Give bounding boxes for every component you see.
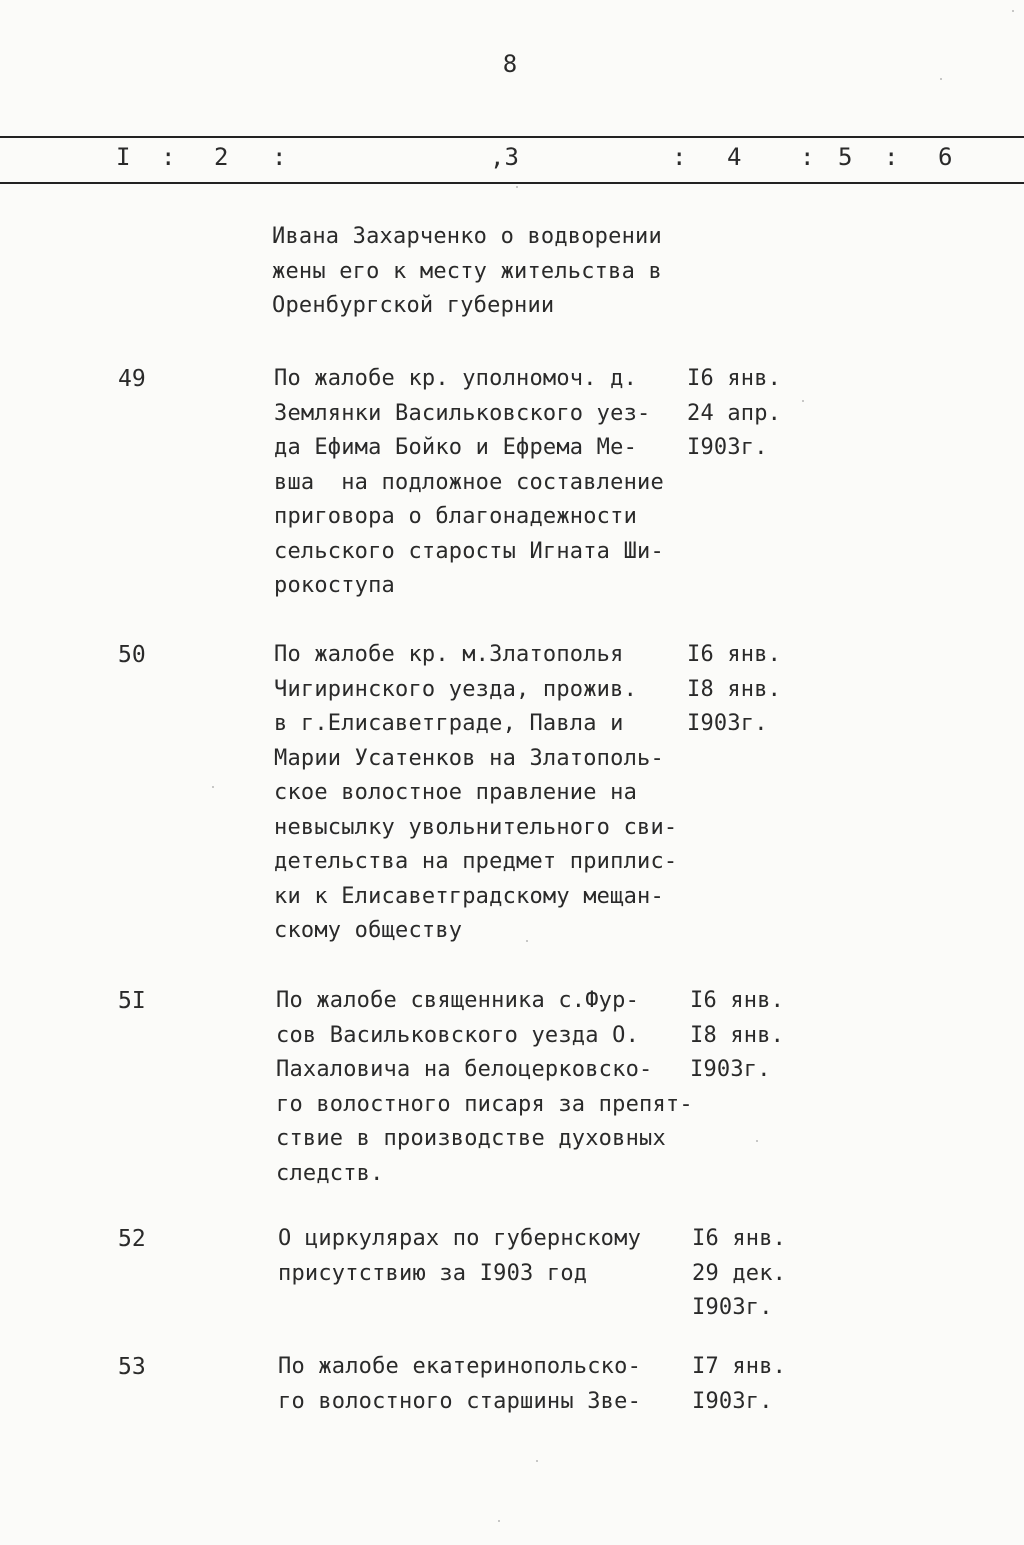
column-separator: : xyxy=(161,143,176,171)
entry-dates xyxy=(687,638,807,742)
page-number: 8 xyxy=(502,50,518,78)
column-header-1: I xyxy=(116,143,131,171)
end-date: 29 дек. xyxy=(692,1260,787,1286)
entry-number: 53 xyxy=(118,1354,146,1380)
scan-speck xyxy=(498,1520,500,1522)
entry-line: го волостного старшины Зве- xyxy=(278,1388,642,1414)
entry-line: Чигиринского уезда, прожив. xyxy=(274,676,638,702)
entry-line: По жалобе кр. м.Златополья xyxy=(274,642,624,667)
entry-dates xyxy=(692,1350,812,1419)
end-date: I8 янв. xyxy=(687,676,782,702)
column-header-2: 2 xyxy=(214,143,229,171)
year: I903г. xyxy=(692,1388,773,1414)
scan-speck xyxy=(940,78,942,80)
entry-line: ки к Елисаветградскому мещан- xyxy=(274,883,664,909)
start-date: I7 янв. xyxy=(692,1354,787,1379)
header-rule-bottom xyxy=(0,182,1024,184)
scan-speck xyxy=(756,1140,758,1142)
entry-line: По жалобе священника с.Фур- xyxy=(276,988,640,1013)
entry-number: 50 xyxy=(118,642,146,668)
scan-speck xyxy=(1012,10,1014,12)
entry-line: О циркулярах по губернскому xyxy=(278,1226,642,1251)
entry-title xyxy=(278,1350,718,1419)
entry-dates xyxy=(690,984,810,1088)
year: I903г. xyxy=(692,1295,773,1320)
entry-line: Пахаловича на белоцерковско- xyxy=(276,1057,653,1082)
column-header-6: 6 xyxy=(938,143,953,171)
entry-line: Ивана Захарченко о водворении xyxy=(272,224,662,249)
entry-line: го волостного писаря за препят- xyxy=(276,1091,693,1117)
entry-title xyxy=(274,362,714,604)
column-separator: : xyxy=(884,143,899,171)
entry-line: присутствию за I903 год xyxy=(278,1260,588,1286)
entry-line: По жалобе кр. уполномоч. д. xyxy=(274,366,638,391)
entry-line: невысылку увольнительного сви- xyxy=(274,814,678,840)
entry-dates xyxy=(692,1222,812,1326)
entry-line: ское волостное правление на xyxy=(274,780,638,805)
year: I903г. xyxy=(687,435,768,460)
start-date: I6 янв. xyxy=(690,988,785,1013)
entry-line: следств. xyxy=(276,1160,384,1186)
entry-line: вша на подложное составление xyxy=(274,469,664,495)
entry-line: жены его к месту жительства в xyxy=(272,258,662,284)
entry-line: детельства на предмет приплис- xyxy=(274,849,678,874)
scan-speck xyxy=(526,940,528,942)
entry-title xyxy=(272,220,712,324)
entry-line: Марии Усатенков на Златополь- xyxy=(274,745,664,771)
scan-speck xyxy=(516,186,518,188)
entry-dates xyxy=(687,362,807,466)
start-date: I6 янв. xyxy=(692,1226,787,1251)
header-rule-top xyxy=(0,136,1024,138)
entry-line: приговора о благонадежности xyxy=(274,504,638,529)
entry-line: рокоступа xyxy=(274,573,396,598)
column-separator: : xyxy=(272,143,287,171)
entry-line: сов Васильковского уезда О. xyxy=(276,1022,640,1048)
scan-speck xyxy=(212,786,214,788)
entry-line: скому обществу xyxy=(274,918,463,943)
entry-line: в г.Елисаветграде, Павла и xyxy=(274,711,624,736)
entry-title xyxy=(278,1222,718,1291)
entry-line: Землянки Васильковского уез- xyxy=(274,400,651,426)
entry-line: Оренбургской губернии xyxy=(272,293,555,318)
end-date: 24 апр. xyxy=(687,400,782,426)
entry-title xyxy=(274,638,714,949)
entry-line: сельского старосты Игната Ши- xyxy=(274,538,664,564)
entry-number: 5I xyxy=(118,988,146,1014)
entry-number: 52 xyxy=(118,1226,146,1252)
entry-line: ствие в производстве духовных xyxy=(276,1126,666,1151)
entry-line: По жалобе екатеринопольско- xyxy=(278,1354,642,1379)
column-header-4: 4 xyxy=(727,143,742,171)
start-date: I6 янв. xyxy=(687,366,782,391)
year: I903г. xyxy=(690,1057,771,1082)
year: I903г. xyxy=(687,711,768,736)
end-date: I8 янв. xyxy=(690,1022,785,1048)
column-header-3: ,3 xyxy=(490,143,519,171)
entry-number: 49 xyxy=(118,366,146,392)
scan-speck xyxy=(802,400,804,402)
column-separator: : xyxy=(800,143,815,171)
column-header-5: 5 xyxy=(838,143,853,171)
entry-line: да Ефима Бойко и Ефрема Ме- xyxy=(274,435,638,460)
scan-speck xyxy=(536,1460,538,1462)
start-date: I6 янв. xyxy=(687,642,782,667)
column-separator: : xyxy=(672,143,687,171)
entry-title xyxy=(276,984,716,1191)
